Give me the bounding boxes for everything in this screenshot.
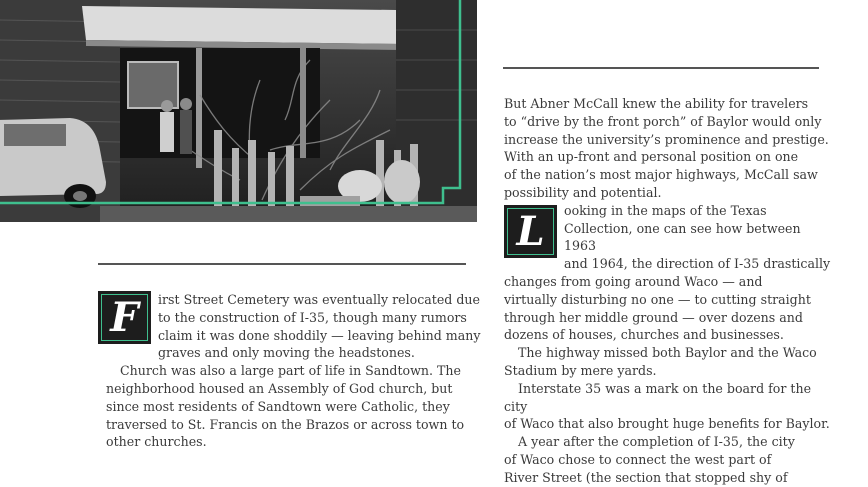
right-paragraph-5: A year after the completion of I-35, the city of Waco chose to connect the west part of River Street (the section that stopped shy of — [504, 434, 795, 485]
right-column — [504, 95, 834, 487]
left-column — [98, 291, 483, 451]
right-paragraph-3: The highway missed both Baylor and the Waco Stadium by mere yards. — [504, 345, 817, 378]
left-paragraph-1: irst Street Cemetery was eventually relocated due to the construction of I-35, though many rumors claim it was done shoddily — leaving behind many graves and only moving the headstones. — [158, 292, 481, 361]
right-paragraph-2: ooking in the maps of the Texas Collection, one can see how between 1963 and 1964, the direction of I-35 drastically changes from going around Waco — and virtually disturbing no one — to cutting straight through her middle ground — over dozens and dozens of houses, churches and businesses. — [504, 202, 831, 343]
right-paragraph-1: But Abner McCall knew the ability for travelers to “drive by the front porch” of Baylor would only increase the university’s prominence and prestige. With an up-front and personal position on one of the nation’s most major highways, McCall saw possibility and potential. — [504, 96, 829, 200]
right-column-rule — [503, 67, 819, 69]
sandtown-photo — [0, 0, 477, 222]
dropcap-l: L — [504, 205, 557, 258]
photo-illustration — [0, 0, 477, 222]
left-paragraph-2: Church was also a large part of life in Sandtown. The neighborhood housed an Assembly of God church, but since most residents of Sandtown were Catholic, they traversed to St. Francis on the Brazos or across town to other churches. — [106, 363, 465, 450]
right-paragraph-4: Interstate 35 was a mark on the board for the city of Waco that also brought huge benefits for Baylor. — [504, 380, 830, 432]
dropcap-f: F — [98, 291, 151, 344]
left-column-rule — [98, 263, 466, 265]
